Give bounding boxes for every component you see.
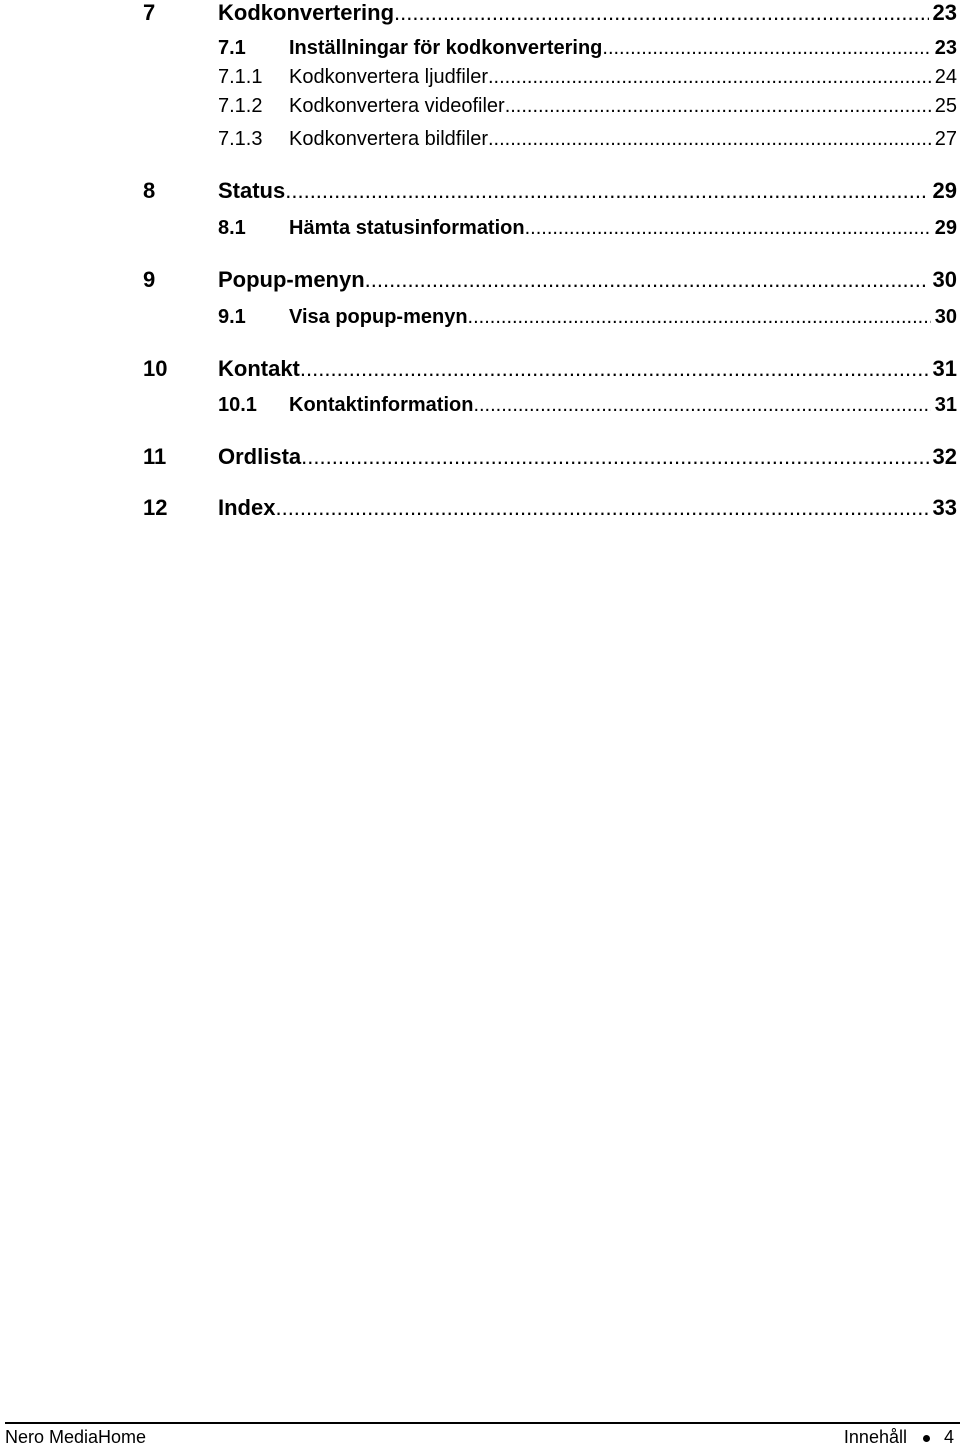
toc-entry-title: Kodkonvertering: [218, 0, 395, 25]
toc-entry-page: 32: [932, 444, 957, 469]
toc-entry-page: 29: [932, 178, 957, 203]
toc-entry-page: 24: [934, 66, 957, 88]
toc-entry-title: Kodkonvertera ljudfiler: [289, 66, 488, 88]
dot-leader: [365, 267, 929, 293]
toc-entry-number: 7.1.2: [218, 95, 263, 117]
toc-entry-number: 7.1: [218, 37, 246, 59]
toc-entry-title: Inställningar för kodkonvertering: [289, 37, 603, 59]
footer-divider: [5, 1422, 960, 1424]
dot-leader: [505, 95, 931, 118]
toc-entry-title: Ordlista: [218, 444, 302, 469]
dot-leader: [301, 444, 928, 470]
toc-entry-title: Kontakt: [218, 356, 300, 381]
toc-entry-number: 11: [143, 444, 167, 469]
toc-entry-page: 30: [934, 306, 957, 328]
toc-entry-number: 7.1.3: [218, 128, 263, 150]
dot-leader: [275, 495, 928, 521]
footer-page-number: 4: [943, 1427, 954, 1447]
dot-leader: [300, 356, 929, 382]
dot-leader: [473, 394, 930, 417]
toc-entry-page: 31: [932, 356, 957, 381]
toc-entry-page: 25: [934, 95, 957, 117]
toc-entry-title: Status: [218, 178, 286, 203]
toc-entry-page: 23: [934, 37, 957, 59]
toc-entry-number: 10.1: [218, 394, 257, 416]
toc-entry-page: 30: [932, 267, 957, 292]
toc-entry-number: 7.1.1: [218, 66, 263, 88]
dot-leader: [525, 217, 931, 240]
dot-leader: [468, 306, 931, 329]
toc-entry-title: Kontaktinformation: [289, 394, 474, 416]
dot-leader: [488, 66, 931, 89]
toc-entry-number: 9.1: [218, 306, 246, 328]
toc-entry-title: Hämta statusinformation: [289, 217, 525, 239]
toc-entry-number: 12: [143, 495, 168, 520]
toc-entry-title: Visa popup-menyn: [289, 306, 468, 328]
toc-entry-title: Kodkonvertera bildfiler: [289, 128, 488, 150]
toc-entry-number: 8.1: [218, 217, 246, 239]
dot-leader: [394, 0, 928, 26]
footer-page-info: [844, 1427, 954, 1448]
dot-leader: [285, 178, 928, 204]
toc-entry-page: 23: [932, 0, 957, 25]
footer-product-name: Nero MediaHome: [5, 1427, 147, 1447]
toc-entry-number: 8: [143, 178, 156, 203]
toc-entry-title: Index: [218, 495, 276, 520]
dot-leader: [602, 37, 930, 60]
toc-entry-title: Kodkonvertera videofiler: [289, 95, 505, 117]
dot-leader: [488, 128, 931, 151]
toc-entry-number: 9: [143, 267, 156, 292]
toc-entry-number: 7: [143, 0, 156, 25]
toc-entry-page: 27: [934, 128, 957, 150]
toc-entry-number: 10: [143, 356, 168, 381]
toc-entry-page: 29: [934, 217, 957, 239]
footer-section-name: Innehåll: [843, 1427, 907, 1447]
bullet-icon: [923, 1435, 930, 1442]
toc-entry-page: 33: [932, 495, 957, 520]
toc-entry-title: Popup-menyn: [218, 267, 365, 292]
toc-entry-page: 31: [934, 394, 957, 416]
